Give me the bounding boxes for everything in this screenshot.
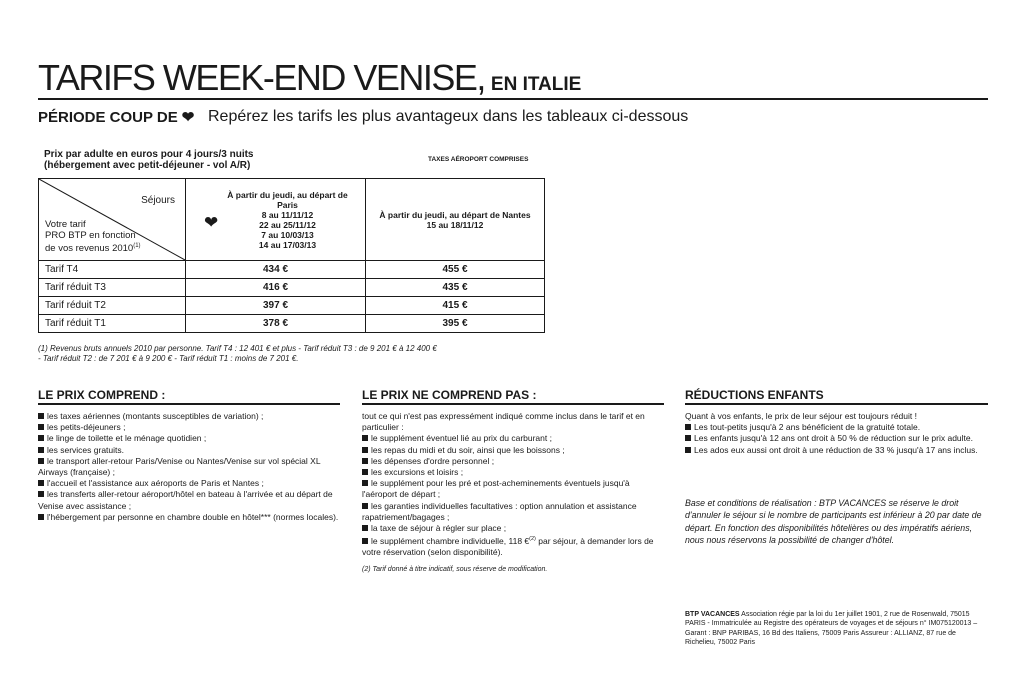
price-note-line1: Prix par adulte en euros pour 4 jours/3 nuits: [44, 149, 254, 160]
list-item: les petits-déjeuners ;: [38, 422, 340, 433]
nantes-heading: À partir du jeudi, au départ de Nantes: [379, 209, 531, 220]
footnote-2: (2) Tarif donné à titre indicatif, sous réserve de modification.: [362, 566, 548, 574]
nantes-price: 435 €: [366, 279, 545, 297]
paris-price: 434 €: [186, 261, 366, 279]
title-divider: [38, 98, 988, 100]
table-row: [39, 297, 545, 315]
reductions-heading: RÉDUCTIONS ENFANTS: [685, 388, 824, 402]
base-conditions: Base et conditions de réalisation : BTP VACANCES se réserve le droit d'annuler le séjour si le nombre de participants est inférieur à 20 par date de départ. En fonction des disponibilités hôtelières ou des impératifs aériens, nous nous réservons la possibilité de changer d'hôtel.: [685, 498, 982, 546]
row-label: Tarif réduit T1: [39, 315, 186, 333]
list-item: Les enfants jusqu'à 12 ans ont droit à 50 % de réduction sur le prix adulte.: [685, 433, 988, 444]
footer-legal: [685, 610, 988, 648]
periode-description: Repérez les tarifs les plus avantageux dans les tableaux ci-dessous: [208, 108, 689, 125]
bullet-square-icon: [38, 514, 44, 520]
nantes-date: 15 au 18/11/12: [426, 219, 484, 230]
paris-date: 8 au 11/11/12: [261, 209, 314, 220]
list-item: l'hébergement par personne en chambre double en hôtel*** (normes locales).: [38, 512, 340, 523]
list-item: Les tout-petits jusqu'à 2 ans bénéficient de la gratuité totale.: [685, 422, 988, 433]
sejours-label: Séjours: [141, 195, 175, 206]
bullet-square-icon: [362, 503, 368, 509]
list-item: le supplément pour les pré et post-acheminements éventuels jusqu'à l'aéroport de départ ;: [362, 478, 630, 500]
heart-icon: ❤: [181, 109, 195, 126]
page-title: [38, 57, 581, 99]
paris-price: 397 €: [186, 297, 366, 315]
list-item: le supplément éventuel lié au prix du carburant ;: [362, 433, 664, 444]
paris-price: 416 €: [186, 279, 366, 297]
reductions-list: [685, 411, 988, 456]
bullet-square-icon: [685, 447, 691, 453]
bullet-square-icon: [362, 525, 368, 531]
title-sub: EN ITALIE: [490, 74, 582, 95]
paris-date: 22 au 25/11/12: [259, 219, 316, 230]
prix-ne-comprend-heading: LE PRIX NE COMPREND PAS :: [362, 388, 537, 402]
bullet-square-icon: [362, 447, 368, 453]
list-item: le linge de toilette et le ménage quotidien ;: [38, 433, 340, 444]
bullet-square-icon: [362, 469, 368, 475]
nantes-column-header: [366, 179, 545, 261]
list-item: les garanties individuelles facultatives : option annulation et assistance rapatriement/bagages ;: [362, 500, 637, 522]
row-label: Tarif réduit T2: [39, 297, 186, 315]
bullet-square-icon: [38, 491, 44, 497]
table-row: [39, 315, 545, 333]
bullet-square-icon: [38, 480, 44, 486]
table-row: [39, 279, 545, 297]
list-item: les excursions et loisirs ;: [362, 467, 664, 478]
footer-brand: BTP VACANCES: [685, 611, 740, 618]
title-main: TARIFS WEEK-END VENISE,: [38, 57, 485, 98]
bullet-square-icon: [362, 458, 368, 464]
bullet-square-icon: [38, 458, 44, 464]
paris-date: 7 au 10/03/13: [261, 229, 314, 240]
intro-text: Quant à vos enfants, le prix de leur séjour est toujours réduit !: [685, 411, 917, 421]
price-note-line2: (hébergement avec petit-déjeuner - vol A/R): [44, 160, 251, 171]
tarifs-table: [38, 178, 545, 333]
periode-label-text: PÉRIODE COUP DE: [38, 108, 178, 126]
list-item: les repas du midi et du soir, ainsi que les boissons ;: [362, 445, 664, 456]
list-item: les transferts aller-retour aéroport/hôtel en bateau à l'arrivée et au départ de Venise avec assistance ;: [38, 489, 333, 511]
table-row: [39, 261, 545, 279]
list-item: les taxes aériennes (montants susceptibles de variation) ;: [38, 411, 340, 422]
prix-ne-comprend-list: [362, 411, 664, 576]
bullet-square-icon: [685, 424, 691, 430]
bullet-square-icon: [38, 413, 44, 419]
footer-text: Association régie par la loi du 1er juillet 1901, 2 rue de Rosenwald, 75015 PARIS - Immatriculée au Registre des opérateurs de voyages et de séjours n° IM075120013 – Garant : BNP PARIBAS, 16 Bd des Italiens, 75009 Paris Assureur : ALLIANZ, 87 rue de Richelieu, 75002 Paris: [685, 611, 978, 647]
list-item: l'accueil et l'assistance aux aéroports de Paris et Nantes ;: [38, 478, 340, 489]
intro-text: tout ce qui n'est pas expressément indiqué comme inclus dans le tarif et en particulier :: [362, 411, 645, 433]
prix-comprend-heading: LE PRIX COMPREND :: [38, 388, 166, 402]
section-divider: [685, 403, 988, 405]
row-label: Tarif réduit T3: [39, 279, 186, 297]
nantes-price: 455 €: [366, 261, 545, 279]
section-divider: [362, 403, 664, 405]
row-label: Tarif T4: [39, 261, 186, 279]
list-item: Les ados eux aussi ont droit à une réduction de 33 % jusqu'à 17 ans inclus.: [685, 445, 988, 456]
nantes-price: 395 €: [366, 315, 545, 333]
paris-heading: À partir du jeudi, au départ de Paris: [227, 189, 348, 210]
bullet-square-icon: [362, 480, 368, 486]
periode-label: [38, 108, 194, 126]
list-item: le transport aller-retour Paris/Venise ou Nantes/Venise sur vol spécial XL Airways (française) ;: [38, 455, 321, 478]
list-item: le supplément chambre individuelle, 118 €$^{(2)}$ par séjour, à demander lors de votre réservation (selon disponibilité).: [362, 536, 654, 558]
bullet-square-icon: [38, 447, 44, 453]
section-divider: [38, 403, 340, 405]
bullet-square-icon: [362, 538, 368, 544]
bullet-square-icon: [38, 435, 44, 441]
revenus-footnote: (1) Revenus bruts annuels 2010 par personne. Tarif T4 : 12 401 € et plus - Tarif réduit T3 : de 9 201 € à 12 400 € - Tarif réduit T2 : de 7 201 € à 9 200 € - Tarif réduit T1 : moins de 7 201 €.: [38, 344, 437, 363]
paris-price: 378 €: [186, 315, 366, 333]
paris-date: 14 au 17/03/13: [258, 239, 317, 250]
taxes-note: TAXES AÉROPORT COMPRISES: [428, 156, 529, 163]
votre-tarif-label: Votre tarif PRO BTP en fonction de vos revenus 2010$^{(1)}$: [45, 219, 141, 255]
table-corner-cell: [39, 179, 186, 261]
price-note: [44, 149, 254, 171]
bullet-square-icon: [38, 424, 44, 430]
heart-icon: ❤: [204, 212, 219, 232]
table-header-row: [39, 179, 545, 261]
bullet-square-icon: [362, 435, 368, 441]
nantes-price: 415 €: [366, 297, 545, 315]
list-item: les dépenses d'ordre personnel ;: [362, 456, 664, 467]
bullet-square-icon: [685, 435, 691, 441]
paris-column-header: [186, 179, 366, 261]
list-item: la taxe de séjour à régler sur place ;: [362, 523, 664, 534]
prix-comprend-list: [38, 411, 340, 523]
list-item: les services gratuits.: [38, 445, 340, 456]
